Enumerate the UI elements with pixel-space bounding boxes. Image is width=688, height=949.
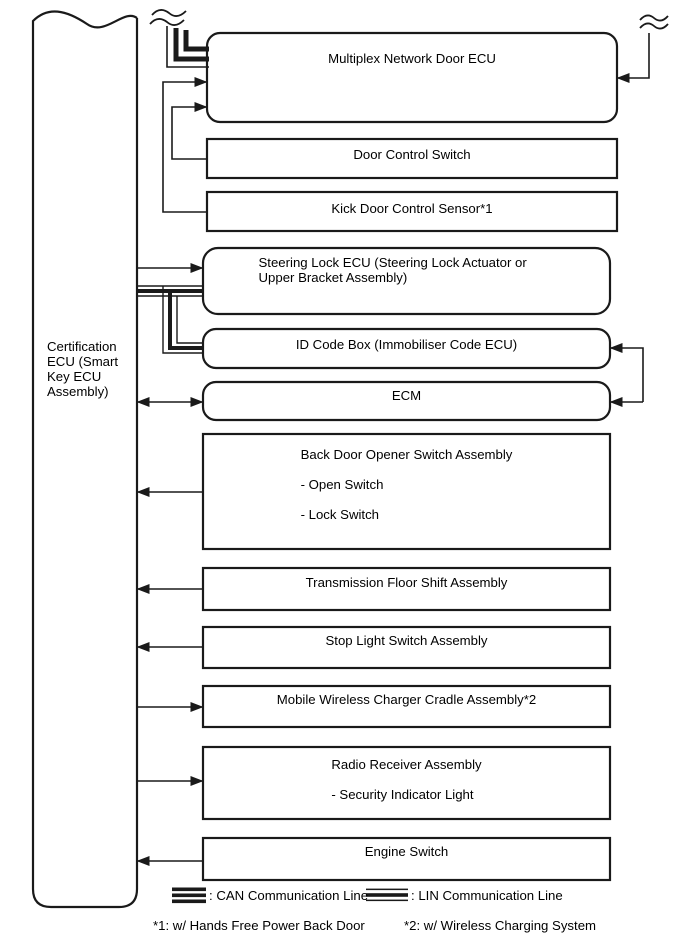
radio-item-security-indicator: - Security Indicator Light <box>331 787 474 802</box>
hub-box <box>33 11 137 907</box>
legend-lin-label: : LIN Communication Line <box>411 888 563 903</box>
break-mark-top-right-icon <box>640 15 668 28</box>
back-door-label: Back Door Opener Switch Assembly <box>300 447 513 462</box>
door-control-to-multiplex-arrow <box>172 107 207 159</box>
idcode-ecm-link <box>610 348 643 402</box>
door-control-label: Door Control Switch <box>353 147 471 162</box>
kick-door-to-multiplex-arrow <box>163 82 207 212</box>
break-mark-top-left-icon <box>150 10 186 25</box>
radio-label: Radio Receiver Assembly <box>331 757 482 772</box>
multiplex-box <box>207 33 617 122</box>
multiplex-label: Multiplex Network Door ECU <box>328 51 496 66</box>
ecm-label: ECM <box>391 388 422 403</box>
transmission-label: Transmission Floor Shift Assembly <box>305 575 508 590</box>
id-code-label: ID Code Box (Immobiliser Code ECU) <box>295 337 518 352</box>
back-door-item-open-switch: - Open Switch <box>300 477 384 492</box>
radio-label-block <box>331 757 481 802</box>
footnote-2: *2: w/ Wireless Charging System <box>404 918 597 933</box>
mobile-charger-label: Mobile Wireless Charger Cradle Assembly*2 <box>276 692 537 707</box>
engine-switch-label: Engine Switch <box>364 844 449 859</box>
stop-light-label: Stop Light Switch Assembly <box>325 633 488 648</box>
hub-label: Certification ECU (Smart Key ECU Assembly) <box>47 339 119 399</box>
multiplex-right-arrow <box>617 33 649 78</box>
back-door-label-block <box>301 447 513 522</box>
legend-can-label: : CAN Communication Line <box>209 888 369 903</box>
kick-door-label: Kick Door Control Sensor*1 <box>331 201 493 216</box>
lin-line-icon <box>366 889 408 902</box>
can-line-icon <box>172 888 206 904</box>
can-trunk-line <box>167 26 209 67</box>
footnote-1: *1: w/ Hands Free Power Back Door <box>153 918 365 933</box>
steering-label: Steering Lock ECU (Steering Lock Actuator or Upper Bracket Assembly) <box>258 255 527 285</box>
back-door-item-lock-switch: - Lock Switch <box>300 507 379 522</box>
lin-line <box>137 286 203 353</box>
